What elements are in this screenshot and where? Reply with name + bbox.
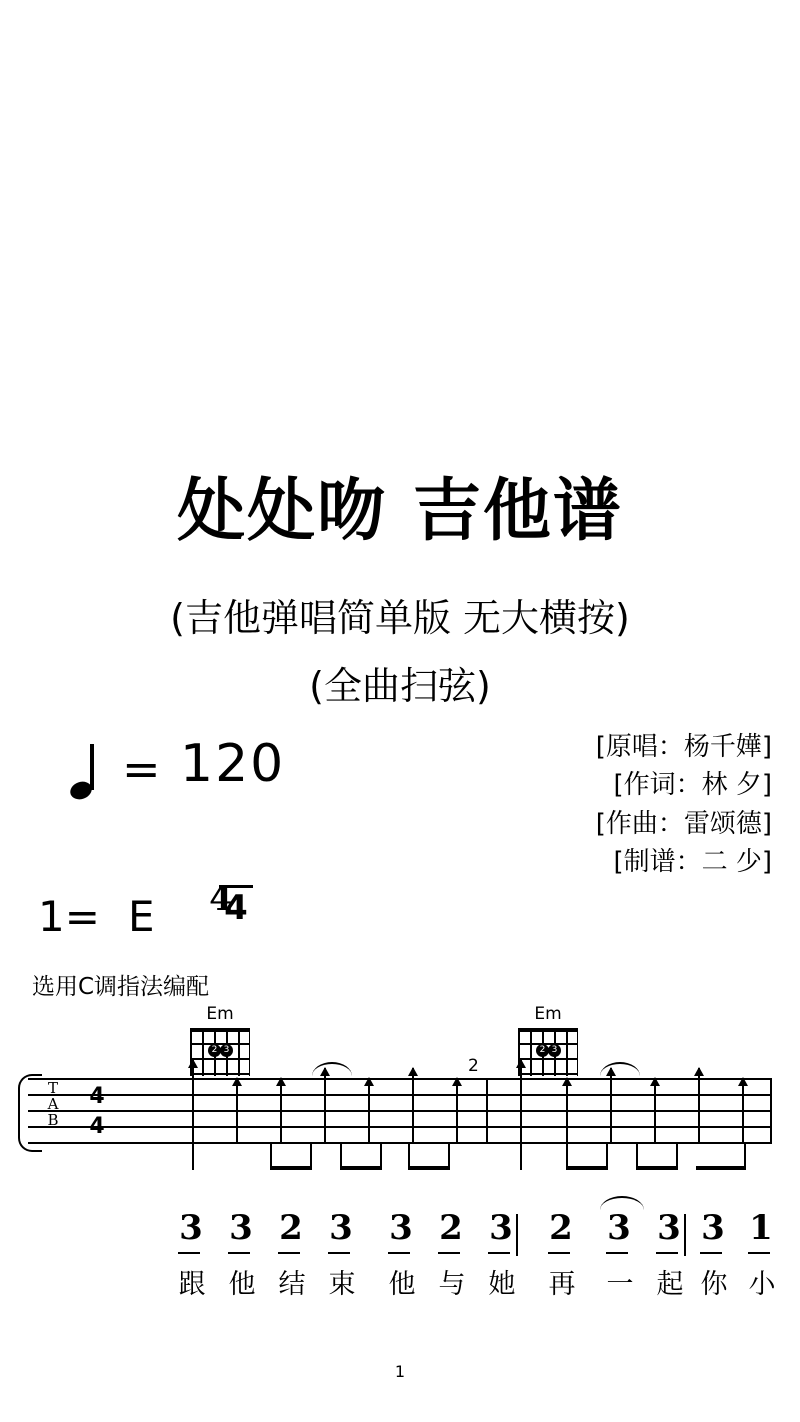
tab-letter-t: T xyxy=(47,1079,58,1097)
chord-grid xyxy=(190,1028,250,1076)
tab-clef xyxy=(42,1080,64,1128)
strum-arrow xyxy=(698,1068,700,1144)
note-stem xyxy=(448,1144,450,1168)
page-number: 1 xyxy=(394,1362,406,1381)
beam xyxy=(408,1166,450,1170)
staff-end-barline xyxy=(770,1078,772,1144)
strum-arrow xyxy=(368,1078,370,1144)
lyric-syllable: 一 xyxy=(606,1269,634,1300)
note-number: 3 xyxy=(657,1208,681,1248)
note-number: 1 xyxy=(749,1208,773,1248)
lyric-syllable: 他 xyxy=(388,1269,416,1300)
key-name: E xyxy=(128,892,155,941)
time-signature-numerator: 4 xyxy=(209,879,233,919)
staff-time-numerator: 4 xyxy=(89,1084,105,1109)
page-title: 处处吻 吉他谱 xyxy=(177,472,623,551)
tab-letter-a: A xyxy=(47,1095,59,1113)
note-stem xyxy=(192,1144,194,1170)
note-stem xyxy=(606,1144,608,1168)
credit-transcriber: [制谱：二 少] xyxy=(613,847,772,878)
note-stem xyxy=(744,1144,746,1168)
tempo-bpm: 120 xyxy=(180,734,286,794)
note-number: 3 xyxy=(229,1208,253,1248)
lyric-syllable: 束 xyxy=(328,1269,356,1300)
chord-finger-dot: 2 xyxy=(536,1044,549,1057)
strum-arrow xyxy=(324,1068,326,1144)
strum-arrow xyxy=(280,1078,282,1144)
quarter-note-icon xyxy=(70,744,110,802)
note-stem xyxy=(380,1144,382,1168)
key-one-equals: 1= xyxy=(38,892,100,941)
barline xyxy=(516,1214,518,1256)
tab-staff xyxy=(28,1078,772,1144)
measure-number: 2 xyxy=(468,1056,479,1076)
note-stem xyxy=(520,1144,522,1170)
lyric-syllable: 与 xyxy=(438,1269,466,1300)
chord-name: Em xyxy=(534,1004,562,1024)
lyric-syllable: 起 xyxy=(656,1269,684,1300)
lyric-syllable: 你 xyxy=(700,1269,728,1300)
lyric-syllable: 她 xyxy=(488,1269,516,1300)
note-number: 3 xyxy=(701,1208,725,1248)
subtitle-arrangement: (吉他弹唱简单版 无大横按) xyxy=(170,596,630,640)
numbered-notation-row xyxy=(0,1208,800,1268)
staff-time-signature xyxy=(84,1082,110,1142)
chord-name: Em xyxy=(206,1004,234,1024)
note-number: 2 xyxy=(549,1208,573,1248)
beam xyxy=(340,1166,382,1170)
note-number: 3 xyxy=(607,1208,631,1248)
barline xyxy=(486,1078,488,1144)
note-stem xyxy=(270,1144,272,1168)
lyric-syllable: 跟 xyxy=(178,1269,206,1300)
strum-arrow xyxy=(236,1078,238,1144)
note-number: 2 xyxy=(279,1208,303,1248)
credits-block xyxy=(442,728,772,882)
capo-note: 选用C调指法编配 xyxy=(32,974,210,1000)
lyric-syllable: 再 xyxy=(548,1269,576,1300)
note-stem xyxy=(636,1144,638,1168)
chord-finger-dot: 3 xyxy=(548,1044,561,1057)
note-number: 3 xyxy=(489,1208,513,1248)
strum-arrow xyxy=(456,1078,458,1144)
lyric-syllable: 他 xyxy=(228,1269,256,1300)
time-signature xyxy=(208,879,264,928)
note-number: 3 xyxy=(389,1208,413,1248)
tie-slur xyxy=(600,1062,640,1076)
strum-arrow xyxy=(610,1068,612,1144)
strum-arrow xyxy=(192,1060,194,1144)
tab-letter-b: B xyxy=(47,1111,59,1129)
chord-grid xyxy=(518,1028,578,1076)
subtitle-strumming: (全曲扫弦) xyxy=(309,664,491,708)
strum-arrow xyxy=(412,1068,414,1144)
note-stem xyxy=(676,1144,678,1168)
tie-slur xyxy=(312,1062,352,1076)
credit-original-singer: [原唱：杨千嬅] xyxy=(595,732,772,762)
note-stem xyxy=(310,1144,312,1168)
note-number: 3 xyxy=(329,1208,353,1248)
lyrics-row xyxy=(0,1262,800,1306)
note-stem xyxy=(340,1144,342,1168)
lyric-syllable: 结 xyxy=(278,1269,306,1300)
note-number: 2 xyxy=(439,1208,463,1248)
staff-brace xyxy=(18,1074,42,1152)
tempo-equals: = xyxy=(122,742,161,796)
credit-composer: [作曲：雷颂德] xyxy=(595,808,772,839)
strum-arrow xyxy=(654,1078,656,1144)
note-stem xyxy=(408,1144,410,1168)
credit-lyricist: [作词：林 夕] xyxy=(613,770,772,801)
strum-arrow xyxy=(520,1060,522,1144)
time-signature-denominator: 4 xyxy=(224,888,248,928)
chord-finger-dot: 3 xyxy=(220,1044,233,1057)
tempo-marking xyxy=(60,730,360,810)
beam xyxy=(636,1166,678,1170)
barline xyxy=(684,1214,686,1256)
chord-finger-dot: 2 xyxy=(208,1044,221,1057)
strum-arrow xyxy=(742,1078,744,1144)
note-number: 3 xyxy=(179,1208,203,1248)
strum-arrow xyxy=(566,1078,568,1144)
staff-time-denominator: 4 xyxy=(89,1114,105,1139)
beam xyxy=(696,1166,746,1170)
beam xyxy=(566,1166,608,1170)
note-stem xyxy=(566,1144,568,1168)
beam xyxy=(270,1166,312,1170)
lyric-syllable: 小 xyxy=(748,1269,776,1300)
